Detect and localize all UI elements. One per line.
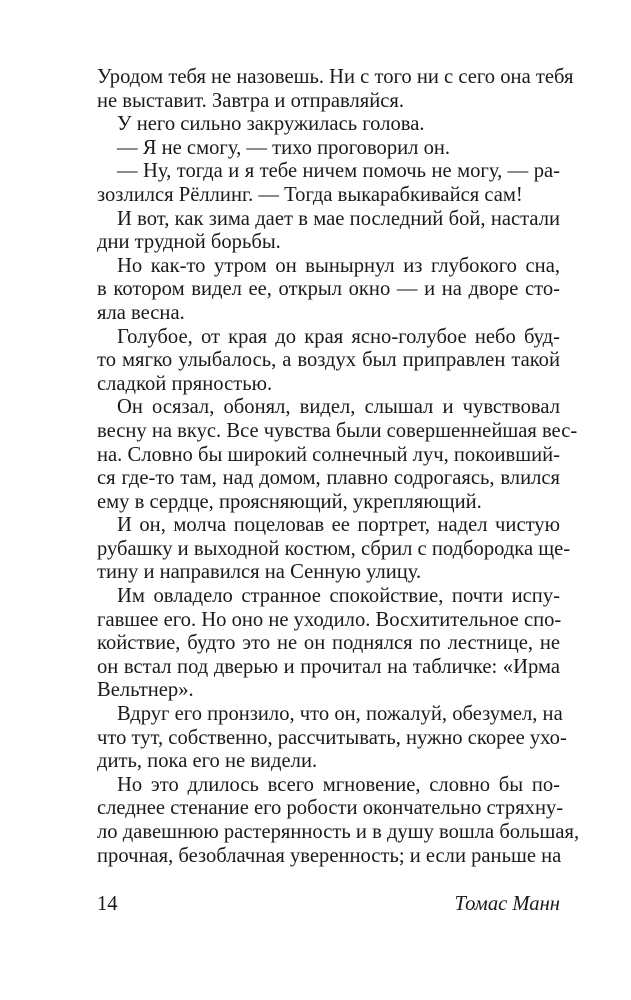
- text-line: рубашку и выходной костюм, сбрил с подбородка ще-: [97, 537, 571, 560]
- text-line: Но как-то утром он вынырнул из глубокого сна,: [117, 254, 560, 277]
- text-line: яла весна.: [97, 301, 185, 324]
- text-line: что тут, собственно, рассчитывать, нужно скорее ухо-: [97, 726, 567, 749]
- text-line: Голубое, от края до края ясно-голубое небо буд-: [117, 325, 560, 348]
- text-line: в котором видел ее, открыл окно — и на дворе сто-: [97, 278, 560, 301]
- page-number: 14: [97, 893, 118, 915]
- text-line: дить, пока его не видели.: [97, 750, 318, 773]
- text-line: зозлился Рёллинг. — Тогда выкарабкивайся сам!: [97, 183, 523, 206]
- text-line: Вдруг его пронзило, что он, пожалуй, обезумел, на: [117, 703, 563, 726]
- text-line: не выставит. Завтра и отправляйся.: [97, 89, 405, 112]
- text-line: ло давешнюю растерянность и в душу вошла большая,: [97, 821, 580, 843]
- running-footer-author: Томас Манн: [454, 893, 560, 915]
- text-line: У него сильно закружилась голова.: [117, 113, 425, 136]
- text-line: койствие, будто это не он поднялся по лестнице, не: [97, 632, 560, 655]
- text-line: сладкой пряностью.: [97, 372, 273, 395]
- page-body-text: [97, 66, 580, 868]
- text-line: Он осязал, обонял, видел, слышал и чувствовал: [117, 396, 560, 419]
- text-line: ему в сердце, проясняющий, укрепляющий.: [97, 490, 482, 513]
- text-line: весну на вкус. Все чувства были совершеннейшая вес-: [97, 419, 578, 442]
- text-line: прочная, безоблачная уверенность; и если раньше на: [97, 844, 562, 867]
- text-line: гавшее его. Но оно не уходило. Восхитительное спо-: [97, 608, 562, 631]
- text-line: Уродом тебя не назовешь. Ни с того ни с сего она тебя: [97, 66, 574, 88]
- text-line: ся где-то там, над домом, плавно содрогаясь, влился: [97, 467, 560, 490]
- text-line: — Ну, тогда и я тебе ничем помочь не могу, — ра-: [117, 160, 560, 183]
- text-line: дни трудной борьбы.: [97, 231, 281, 254]
- text-line: тину и направился на Сенную улицу.: [97, 561, 422, 584]
- text-line: И он, молча поцеловав ее портрет, надел чистую: [117, 514, 560, 537]
- text-line: он встал под дверью и прочитал на табличке: «Ирма: [97, 655, 560, 678]
- text-line: следнее стенание его робости окончательно стряхну-: [97, 797, 564, 820]
- text-line: — Я не смогу, — тихо проговорил он.: [117, 136, 451, 159]
- text-line: Вельтнер».: [97, 679, 194, 702]
- text-line: то мягко улыбалось, а воздух был приправлен такой: [97, 349, 560, 372]
- text-line: Но это длилось всего мгновение, словно бы по-: [117, 773, 560, 796]
- text-line: И вот, как зима дает в мае последний бой, настали: [117, 207, 560, 230]
- text-line: Им овладело странное спокойствие, почти испу-: [117, 585, 560, 608]
- text-line: на. Словно бы широкий солнечный луч, покоивший-: [97, 443, 560, 466]
